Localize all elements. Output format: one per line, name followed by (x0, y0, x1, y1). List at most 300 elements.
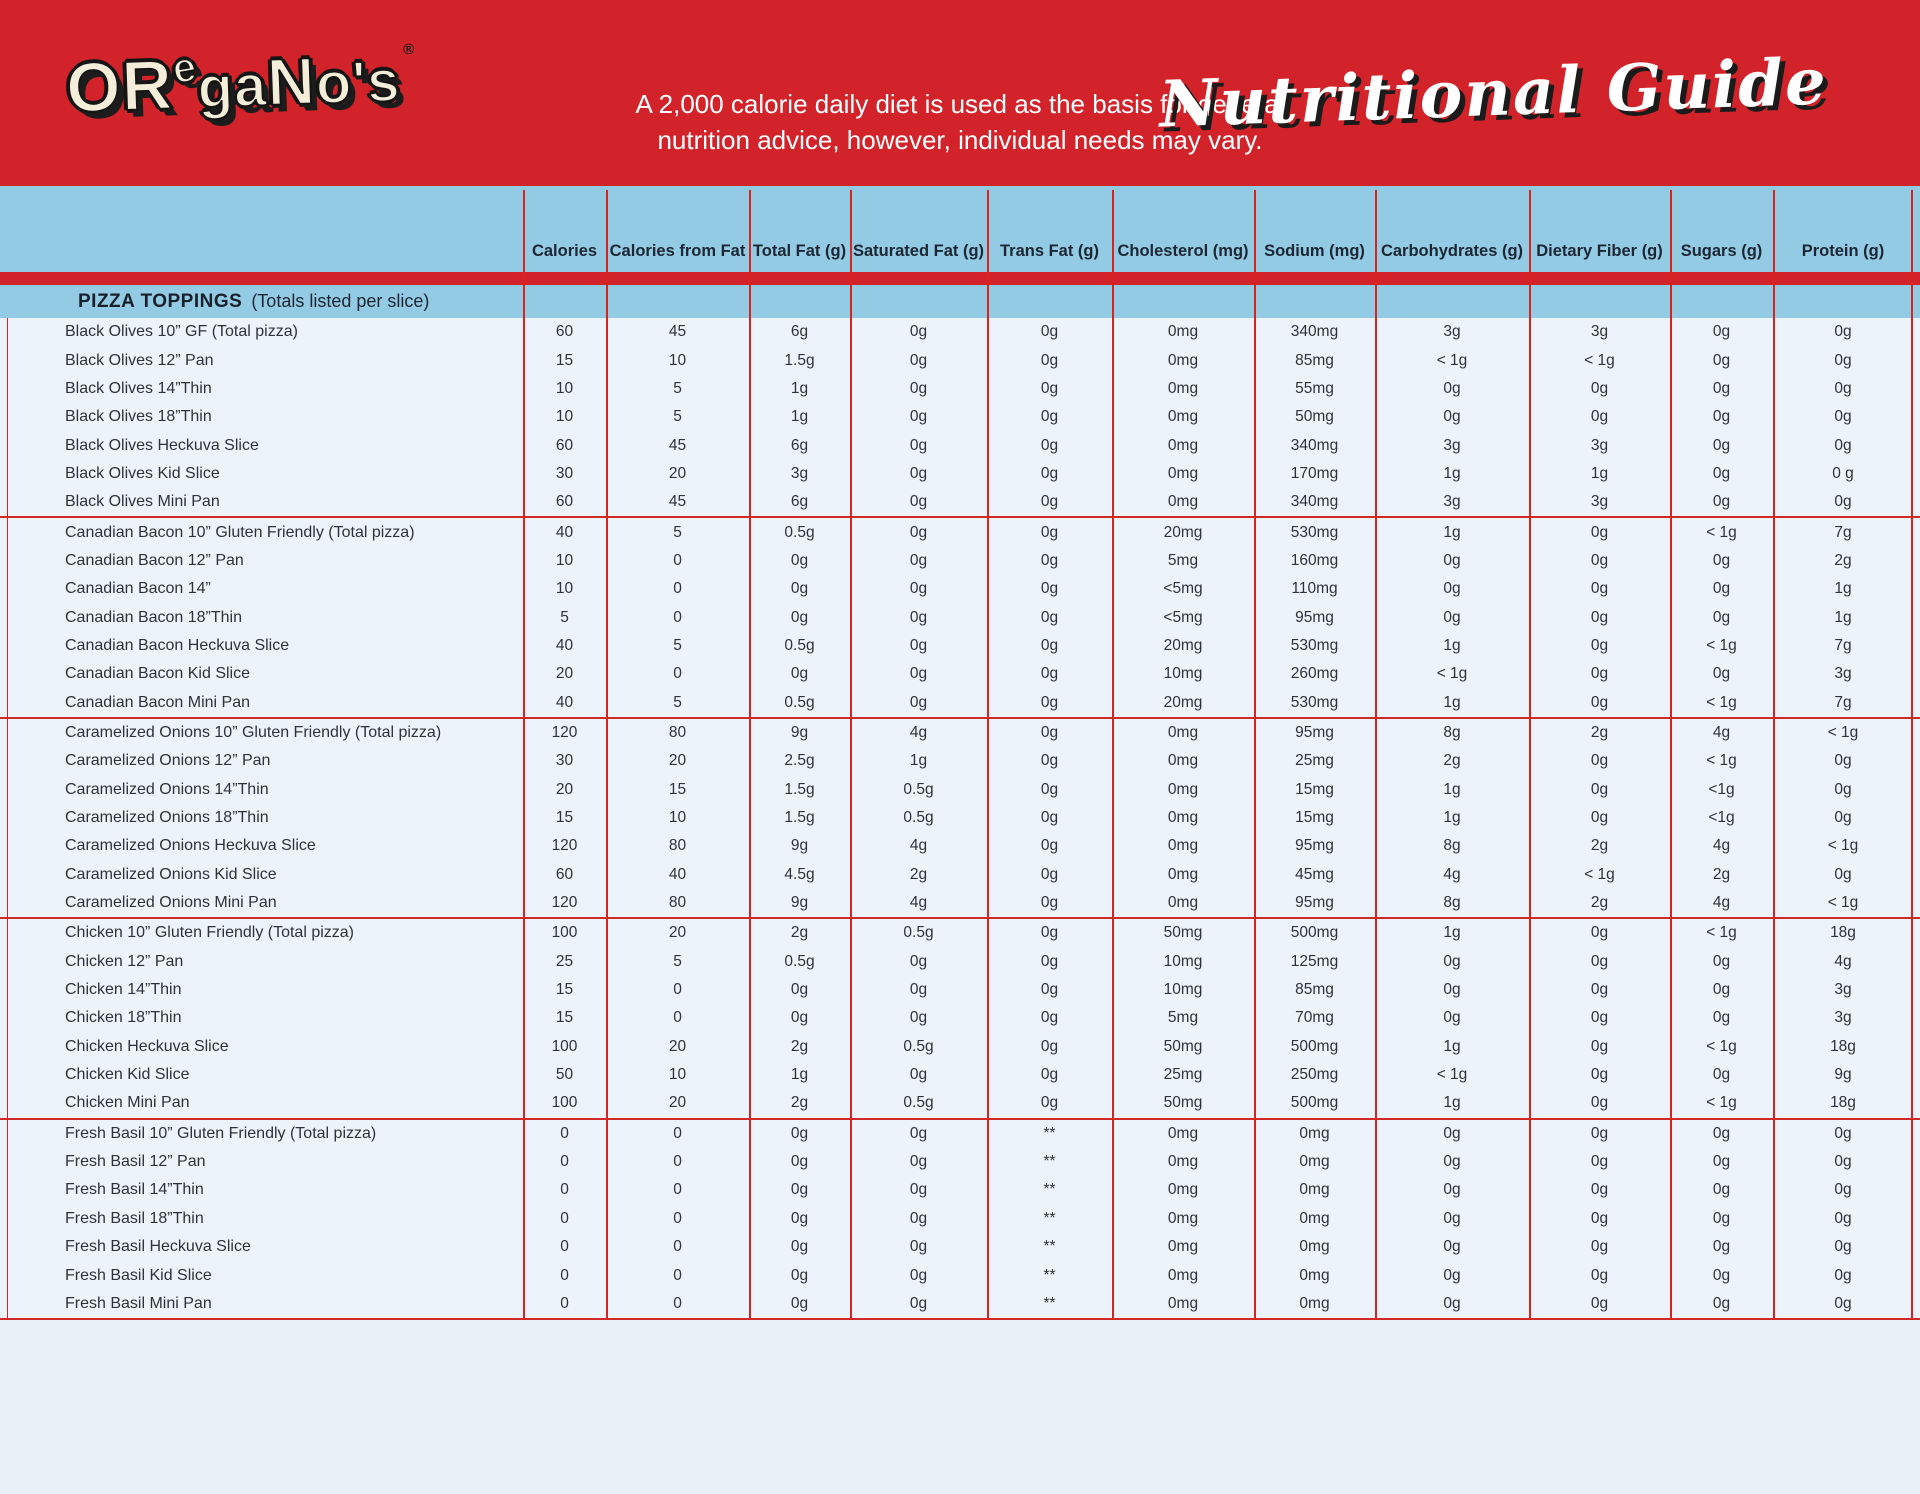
cell-value: 0mg (1167, 809, 1199, 827)
registered-trademark: ® (402, 40, 416, 59)
cell-value: 0mg (1167, 780, 1199, 798)
cell-value: 0g (909, 636, 928, 654)
cell-value: 0g (909, 1209, 928, 1227)
cell-value: 0 (673, 1209, 682, 1227)
cell-value: 0mg (1299, 1266, 1330, 1284)
cell-value: 0g (1040, 1094, 1059, 1112)
cell-value: 3g (1590, 323, 1609, 341)
cell-value: 0g (1040, 551, 1059, 569)
cell-value: 0g (1712, 551, 1731, 569)
table-row (0, 1061, 1920, 1089)
cell-value: 0mg (1299, 1153, 1330, 1171)
cell-value: 85mg (1295, 351, 1334, 369)
cell-value: 0g (1040, 809, 1059, 827)
row-name: Black Olives 18”Thin (65, 408, 212, 426)
cell-value: 8g (1443, 837, 1461, 855)
row-name: Chicken 10” Gluten Friendly (Total pizza) (65, 924, 355, 942)
row-name: Fresh Basil 12” Pan (65, 1153, 206, 1171)
cell-value: 0g (1443, 408, 1461, 426)
table-row (0, 603, 1920, 631)
cell-value: 0.5g (903, 780, 934, 798)
cell-value: < 1g (1706, 693, 1737, 711)
cell-value: 0g (1712, 1181, 1731, 1199)
cell-value: 0g (790, 608, 809, 626)
table-row (0, 488, 1920, 516)
cell-value: 0g (1443, 1153, 1461, 1171)
cell-value: 0g (1040, 752, 1059, 770)
cell-value: 0g (1590, 780, 1609, 798)
column-separator-line (749, 190, 751, 1320)
cell-value: 0g (790, 1266, 809, 1284)
row-name: Black Olives 14”Thin (65, 379, 212, 397)
cell-value: 95mg (1295, 723, 1334, 741)
table-row (0, 1176, 1920, 1204)
cell-value: 50mg (1163, 1037, 1203, 1055)
cell-value: 0.5g (903, 809, 934, 827)
table-row (0, 747, 1920, 775)
cell-value: 0 (560, 1153, 569, 1171)
cell-value: 0g (1590, 981, 1609, 999)
cell-value: 30 (555, 464, 574, 482)
column-separator-line (1375, 190, 1377, 1320)
cell-value: 0g (1834, 436, 1852, 454)
cell-value: 10mg (1163, 981, 1203, 999)
cell-value: 2g (1443, 752, 1461, 770)
table-row (0, 1148, 1920, 1176)
cell-value: 3g (1443, 493, 1461, 511)
cell-value: 0g (1040, 894, 1059, 912)
cell-value: 500mg (1290, 924, 1339, 942)
cell-value: 40 (668, 865, 687, 883)
cell-value: 0 (560, 1181, 569, 1199)
column-header-sodium-mg: Sodium (mg) (1264, 242, 1365, 260)
cell-value: 110mg (1291, 580, 1338, 598)
cell-value: 3g (1834, 1009, 1852, 1027)
cell-value: 0g (1590, 379, 1609, 397)
cell-value: ** (1043, 1294, 1056, 1312)
cell-value: 0g (1834, 1124, 1852, 1142)
cell-value: ** (1043, 1238, 1056, 1256)
cell-value: <5mg (1163, 608, 1203, 626)
table-row (0, 1033, 1920, 1061)
cell-value: ** (1043, 1266, 1056, 1284)
cell-value: <1g (1708, 780, 1735, 798)
cell-value: 0g (1834, 1181, 1852, 1199)
cell-value: 0mg (1167, 1124, 1199, 1142)
cell-value: 0g (909, 580, 928, 598)
cell-value: 0.5g (903, 924, 934, 942)
cell-value: 4g (909, 837, 928, 855)
cell-value: 530mg (1290, 636, 1339, 654)
cell-value: 10 (668, 351, 687, 369)
cell-value: < 1g (1827, 894, 1859, 912)
row-name: Fresh Basil Mini Pan (65, 1294, 212, 1312)
cell-value: 0g (1712, 351, 1731, 369)
cell-value: 0mg (1167, 865, 1199, 883)
cell-value: 0 g (1832, 464, 1854, 482)
cell-value: 0g (1040, 580, 1059, 598)
cell-value: 6g (790, 493, 809, 511)
table-row (0, 346, 1920, 374)
cell-value: 0g (1040, 924, 1059, 942)
cell-value: 2g (1590, 723, 1609, 741)
cell-value: 340mg (1290, 436, 1339, 454)
cell-value: 0g (1834, 351, 1852, 369)
cell-value: 0g (1834, 809, 1852, 827)
cell-value: 60 (555, 323, 574, 341)
cell-value: 15 (555, 981, 574, 999)
cell-value: 2g (1590, 837, 1609, 855)
cell-value: 50mg (1163, 924, 1203, 942)
row-name: Chicken 12” Pan (65, 952, 184, 970)
column-separator-line (1529, 190, 1531, 1320)
cell-value: 1g (1443, 523, 1461, 541)
cell-value: 0g (909, 493, 928, 511)
cell-value: 95mg (1295, 894, 1334, 912)
table-body (0, 318, 1920, 1320)
cell-value: 1g (790, 379, 809, 397)
logo-text: OR (64, 45, 175, 128)
table-left-border (7, 318, 8, 1320)
cell-value: ** (1043, 1153, 1056, 1171)
cell-value: 0mg (1299, 1238, 1330, 1256)
cell-value: 0mg (1167, 1238, 1199, 1256)
cell-value: 70mg (1295, 1009, 1334, 1027)
cell-value: 0g (1040, 323, 1059, 341)
cell-value: 0g (909, 1238, 928, 1256)
cell-value: 0g (1834, 1153, 1852, 1171)
cell-value: 3g (1443, 436, 1461, 454)
cell-value: 0g (909, 1294, 928, 1312)
table-row (0, 832, 1920, 860)
cell-value: 3g (1443, 323, 1461, 341)
cell-value: 170mg (1290, 464, 1339, 482)
row-name: Black Olives Kid Slice (65, 464, 220, 482)
cell-value: 25 (555, 952, 574, 970)
cell-value: 0mg (1167, 408, 1199, 426)
cell-value: 85mg (1295, 981, 1334, 999)
table-row (0, 403, 1920, 431)
cell-value: 45mg (1295, 865, 1334, 883)
cell-value: 45 (668, 493, 687, 511)
table-row (0, 1261, 1920, 1289)
cell-value: 0g (1590, 809, 1609, 827)
cell-value: 0g (1712, 464, 1731, 482)
cell-value: 20 (668, 1037, 687, 1055)
cell-value: 2g (909, 865, 928, 883)
cell-value: 2g (1590, 894, 1609, 912)
row-name: Canadian Bacon 18”Thin (65, 608, 243, 626)
cell-value: 9g (1834, 1066, 1852, 1084)
row-name: Chicken 18”Thin (65, 1009, 182, 1027)
cell-value: 120 (551, 837, 578, 855)
cell-value: 0g (790, 665, 809, 683)
cell-value: 0g (790, 1238, 809, 1256)
column-header-dietary-fiber-g: Dietary Fiber (g) (1536, 242, 1663, 260)
row-name: Canadian Bacon Kid Slice (65, 665, 251, 683)
cell-value: 4g (1712, 723, 1731, 741)
cell-value: 10 (555, 580, 574, 598)
row-name: Black Olives 12” Pan (65, 351, 214, 369)
cell-value: 0g (1443, 952, 1461, 970)
cell-value: 0g (1040, 1037, 1059, 1055)
cell-value: 9g (790, 723, 809, 741)
cell-value: 0g (1834, 1266, 1852, 1284)
cell-value: 0g (1040, 636, 1059, 654)
cell-value: 0g (790, 1294, 809, 1312)
cell-value: 0g (1443, 1238, 1461, 1256)
cell-value: 95mg (1295, 837, 1334, 855)
cell-value: 0.5g (784, 523, 815, 541)
cell-value: 0g (1590, 1153, 1609, 1171)
cell-value: 5 (673, 408, 682, 426)
table-row (0, 1290, 1920, 1318)
column-separator-line (1112, 190, 1114, 1320)
cell-value: 0.5g (784, 693, 815, 711)
row-name: Canadian Bacon 12” Pan (65, 551, 244, 569)
cell-value: 260mg (1290, 665, 1339, 683)
cell-value: 1g (1834, 608, 1852, 626)
section-title: PIZZA TOPPINGS (78, 290, 243, 312)
cell-value: 10 (555, 379, 574, 397)
cell-value: 0 (673, 1153, 682, 1171)
cell-value: 0g (1443, 1266, 1461, 1284)
cell-value: 0mg (1167, 493, 1199, 511)
table-row (0, 1120, 1920, 1148)
table-row (0, 919, 1920, 947)
cell-value: 10mg (1163, 952, 1203, 970)
cell-value: 0g (1834, 493, 1852, 511)
cell-value: 0.5g (903, 1094, 934, 1112)
cell-value: 530mg (1290, 693, 1339, 711)
cell-value: 0g (1590, 952, 1609, 970)
cell-value: 0g (1040, 837, 1059, 855)
cell-value: 6g (790, 436, 809, 454)
cell-value: 0g (1443, 981, 1461, 999)
row-name: Caramelized Onions Mini Pan (65, 894, 277, 912)
cell-value: 0g (1712, 608, 1731, 626)
cell-value: 0mg (1167, 323, 1199, 341)
cell-value: < 1g (1584, 865, 1615, 883)
cell-value: 9g (790, 894, 809, 912)
table-row (0, 518, 1920, 546)
row-name: Caramelized Onions Kid Slice (65, 865, 277, 883)
cell-value: 20mg (1163, 636, 1203, 654)
cell-value: 6g (790, 323, 809, 341)
cell-value: 0g (790, 1153, 809, 1171)
cell-value: 0g (1590, 1037, 1609, 1055)
cell-value: 20mg (1163, 693, 1203, 711)
cell-value: 3g (1834, 981, 1852, 999)
cell-value: 25mg (1295, 752, 1334, 770)
cell-value: 1g (1443, 693, 1461, 711)
cell-value: 20 (668, 924, 687, 942)
cell-value: 0 (673, 1266, 682, 1284)
cell-value: 100 (551, 924, 578, 942)
cell-value: 0g (1590, 1238, 1609, 1256)
cell-value: 45 (668, 323, 687, 341)
cell-value: 0mg (1299, 1294, 1330, 1312)
cell-value: 0g (909, 1124, 928, 1142)
cell-value: 0g (1040, 464, 1059, 482)
row-name: Caramelized Onions 12” Pan (65, 752, 271, 770)
cell-value: 40 (555, 693, 574, 711)
cell-value: 0g (909, 981, 928, 999)
cell-value: 500mg (1290, 1037, 1339, 1055)
cell-value: 55mg (1295, 379, 1334, 397)
cell-value: < 1g (1436, 1066, 1468, 1084)
cell-value: 10mg (1163, 665, 1203, 683)
table-row (0, 1233, 1920, 1261)
cell-value: 0g (1590, 665, 1609, 683)
page-title: Nutritional Guide (1158, 44, 1830, 143)
cell-value: 15 (668, 780, 687, 798)
cell-value: 0g (1040, 1066, 1059, 1084)
cell-value: 20mg (1163, 523, 1203, 541)
cell-value: 1g (1443, 809, 1461, 827)
cell-value: 7g (1834, 636, 1852, 654)
cell-value: ** (1043, 1181, 1056, 1199)
topping-group (0, 516, 1920, 716)
cell-value: 0g (1040, 408, 1059, 426)
cell-value: 80 (668, 894, 687, 912)
table-row (0, 318, 1920, 346)
column-separator-line (850, 190, 852, 1320)
column-separator-line (1773, 190, 1775, 1320)
cell-value: 0g (1040, 351, 1059, 369)
cell-value: 15 (555, 351, 574, 369)
cell-value: 10 (555, 408, 574, 426)
table-row (0, 776, 1920, 804)
column-header-calories: Calories (531, 242, 598, 260)
cell-value: 0.5g (784, 636, 815, 654)
cell-value: 0g (1443, 580, 1461, 598)
cell-value: 7g (1834, 693, 1852, 711)
cell-value: 120 (551, 723, 578, 741)
row-name: Chicken Heckuva Slice (65, 1037, 229, 1055)
cell-value: 0g (1712, 408, 1731, 426)
cell-value: 18g (1830, 924, 1856, 942)
cell-value: 0g (1834, 379, 1852, 397)
cell-value: 0g (1712, 1294, 1731, 1312)
cell-value: 0 (560, 1266, 569, 1284)
table-row (0, 1205, 1920, 1233)
cell-value: 0g (1040, 523, 1059, 541)
cell-value: 0g (909, 323, 928, 341)
cell-value: 40 (555, 523, 574, 541)
cell-value: 80 (668, 837, 687, 855)
cell-value: < 1g (1436, 665, 1468, 683)
table-row (0, 1089, 1920, 1117)
cell-value: 2g (1834, 551, 1852, 569)
cell-value: 5mg (1167, 551, 1199, 569)
header-band (0, 0, 1920, 186)
cell-value: 0g (1712, 981, 1731, 999)
cell-value: 0g (1590, 924, 1609, 942)
cell-value: 4.5g (784, 865, 815, 883)
cell-value: 2g (790, 924, 809, 942)
cell-value: 0mg (1167, 351, 1199, 369)
column-separator-line (523, 190, 525, 1320)
topping-group (0, 717, 1920, 917)
cell-value: 0g (1834, 408, 1852, 426)
cell-value: 0g (1834, 780, 1852, 798)
cell-value: 30 (555, 752, 574, 770)
row-name: Caramelized Onions 14”Thin (65, 780, 269, 798)
cell-value: 5 (673, 636, 682, 654)
column-header-carbohydrates-g: Carbohydrates (g) (1380, 242, 1524, 260)
cell-value: 0g (1712, 379, 1731, 397)
row-name: Caramelized Onions Heckuva Slice (65, 837, 316, 855)
cell-value: 0g (1834, 1209, 1852, 1227)
cell-value: 0g (1712, 1124, 1731, 1142)
row-name: Canadian Bacon 14” (65, 580, 211, 598)
row-name: Black Olives Heckuva Slice (65, 436, 259, 454)
table-row (0, 660, 1920, 688)
cell-value: 60 (555, 865, 574, 883)
row-name: Chicken Kid Slice (65, 1066, 190, 1084)
cell-value: 1g (1443, 1094, 1461, 1112)
column-header-sugars-g: Sugars (g) (1680, 242, 1763, 260)
cell-value: 0g (909, 1181, 928, 1199)
row-name: Caramelized Onions 10” Gluten Friendly (Total pizza) (65, 723, 442, 741)
cell-value: 4g (909, 894, 928, 912)
cell-value: 0g (1834, 1294, 1852, 1312)
cell-value: 7g (1834, 523, 1852, 541)
cell-value: 0 (673, 1009, 682, 1027)
cell-value: 5 (560, 608, 569, 626)
cell-value: 125mg (1290, 952, 1339, 970)
row-name: Black Olives Mini Pan (65, 493, 220, 511)
cell-value: 0g (1590, 580, 1609, 598)
cell-value: 0mg (1167, 1266, 1199, 1284)
cell-value: 0g (1590, 1209, 1609, 1227)
cell-value: 0g (909, 523, 928, 541)
topping-group (0, 1118, 1920, 1318)
column-header-saturated-fat-g: Saturated Fat (g) (852, 242, 985, 260)
cell-value: 0g (1443, 608, 1461, 626)
cell-value: 1g (1443, 464, 1461, 482)
cell-value: 0g (1590, 1266, 1609, 1284)
cell-value: 3g (1590, 493, 1609, 511)
cell-value: 20 (555, 780, 574, 798)
cell-value: 0.5g (784, 952, 815, 970)
section-note: (Totals listed per slice) (251, 291, 430, 311)
cell-value: 50mg (1295, 408, 1334, 426)
cell-value: 100 (551, 1094, 578, 1112)
cell-value: 60 (555, 493, 574, 511)
cell-value: 0g (1040, 379, 1059, 397)
column-separator-line (1911, 190, 1913, 1320)
cell-value: 0g (1040, 723, 1059, 741)
table-header-row (0, 186, 1920, 272)
cell-value: 0 (673, 551, 682, 569)
cell-value: 5 (673, 952, 682, 970)
cell-value: 0g (1712, 436, 1731, 454)
cell-value: 1.5g (784, 809, 815, 827)
cell-value: 0g (1443, 1209, 1461, 1227)
table-row (0, 431, 1920, 459)
cell-value: 0 (673, 981, 682, 999)
cell-value: 0g (1590, 636, 1609, 654)
row-name: Chicken Mini Pan (65, 1094, 190, 1112)
cell-value: < 1g (1706, 924, 1737, 942)
cell-value: 2g (790, 1037, 809, 1055)
column-header-protein-g: Protein (g) (1801, 242, 1885, 260)
cell-value: 0g (1590, 1066, 1609, 1084)
cell-value: 0mg (1167, 379, 1199, 397)
row-name: Chicken 14”Thin (65, 981, 182, 999)
